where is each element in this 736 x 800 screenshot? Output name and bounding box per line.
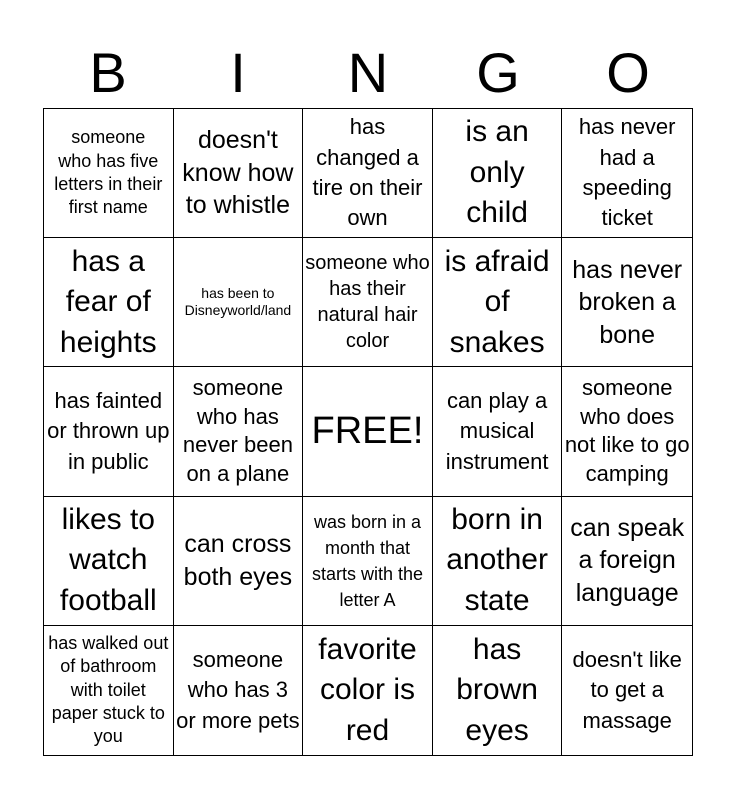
- bingo-cell[interactable]: [433, 238, 563, 367]
- cell-text: someone who has their natural hair color: [305, 252, 430, 353]
- bingo-cell[interactable]: [562, 626, 692, 755]
- cell-text: someone who has five letters in their first name: [54, 127, 163, 218]
- bingo-cell[interactable]: [303, 109, 433, 238]
- cell-text: has never had a speeding ticket: [578, 114, 676, 231]
- bingo-cell[interactable]: [562, 367, 692, 496]
- bingo-cell[interactable]: [44, 497, 174, 626]
- bingo-cell[interactable]: [44, 626, 174, 755]
- cell-text: someone who does not like to go camping: [564, 375, 690, 487]
- cell-text: FREE!: [311, 409, 424, 452]
- bingo-header: [43, 38, 693, 108]
- cell-text: someone who has 3 or more pets: [176, 646, 300, 733]
- header-letter-i: I: [230, 41, 246, 104]
- cell-text: doesn't like to get a massage: [572, 646, 682, 733]
- cell-text: was born in a month that starts with the letter A: [311, 511, 424, 610]
- bingo-cell[interactable]: [174, 109, 304, 238]
- bingo-cell[interactable]: [433, 626, 563, 755]
- bingo-cell[interactable]: [433, 497, 563, 626]
- bingo-cell[interactable]: [44, 367, 174, 496]
- header-letter-n: N: [347, 41, 389, 104]
- cell-text: is afraid of snakes: [444, 244, 550, 359]
- cell-text: someone who has never been on a plane: [182, 375, 293, 487]
- bingo-cell[interactable]: [303, 367, 433, 496]
- bingo-cell[interactable]: [562, 497, 692, 626]
- cell-text: has a fear of heights: [59, 244, 157, 359]
- cell-text: has fainted or thrown up in public: [47, 387, 170, 474]
- bingo-cell[interactable]: [174, 626, 304, 755]
- header-letter-g: G: [476, 41, 520, 104]
- cell-text: can play a musical instrument: [445, 387, 549, 474]
- bingo-cell[interactable]: [174, 367, 304, 496]
- cell-text: has brown eyes: [456, 632, 538, 747]
- cell-text: can speak a foreign language: [570, 513, 685, 607]
- cell-text: is an only child: [465, 115, 529, 230]
- cell-text: can cross both eyes: [183, 530, 293, 591]
- bingo-cell[interactable]: [433, 109, 563, 238]
- header-letter-b: B: [89, 41, 127, 104]
- cell-text: has never broken a bone: [572, 255, 683, 349]
- bingo-cell[interactable]: [174, 238, 304, 367]
- cell-text: likes to watch football: [59, 502, 157, 617]
- cell-text: has been to Disneyworld/land: [184, 284, 292, 319]
- bingo-cell[interactable]: [303, 497, 433, 626]
- bingo-cell[interactable]: [562, 109, 692, 238]
- bingo-card: [43, 108, 693, 756]
- bingo-cell[interactable]: [44, 109, 174, 238]
- bingo-cell[interactable]: [303, 626, 433, 755]
- cell-text: doesn't know how to whistle: [182, 126, 294, 220]
- header-letter-o: O: [606, 41, 650, 104]
- cell-text: has changed a tire on their own: [312, 114, 423, 231]
- bingo-cell[interactable]: [303, 238, 433, 367]
- bingo-cell[interactable]: [433, 367, 563, 496]
- cell-text: has walked out of bathroom with toilet paper stuck to you: [48, 632, 169, 747]
- bingo-cell[interactable]: [44, 238, 174, 367]
- cell-text: favorite color is red: [318, 632, 417, 747]
- bingo-cell[interactable]: [174, 497, 304, 626]
- cell-text: born in another state: [446, 502, 548, 617]
- bingo-cell[interactable]: [562, 238, 692, 367]
